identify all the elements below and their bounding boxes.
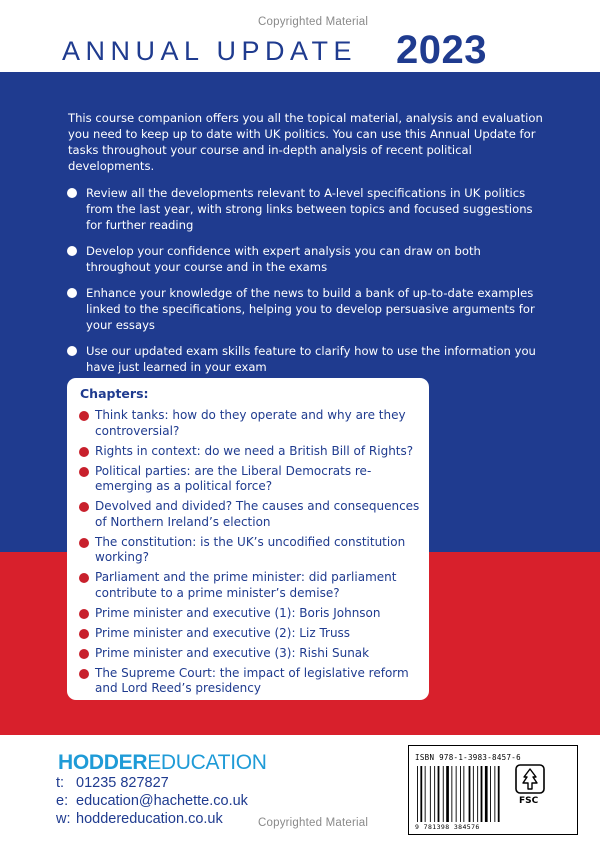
- chapter-text: The constitution: is the UK’s uncodified constitution working?: [95, 534, 406, 564]
- footer: [0, 735, 600, 851]
- bullet-text: Enhance your knowledge of the news to build a bank of up-to-date examples linked to the specifications, helping you to develop persuasive arguments for your essays: [86, 286, 535, 332]
- bullet-dot-icon: [67, 288, 77, 298]
- chapter-dot-icon: [79, 538, 89, 548]
- barcode-bar: [490, 766, 491, 822]
- chapter-text: Think tanks: how do they operate and why are they controversial?: [95, 408, 406, 438]
- barcode-bar: [494, 766, 495, 822]
- barcode-bar: [473, 766, 474, 822]
- contact-website: [56, 811, 223, 827]
- barcode-bar: [469, 766, 471, 822]
- bullet-dot-icon: [67, 246, 77, 256]
- bullet-item: [64, 285, 544, 333]
- chapter-dot-icon: [79, 669, 89, 679]
- contact-label: w:: [56, 811, 71, 827]
- contact-email: [56, 793, 248, 809]
- barcode-bar: [438, 766, 440, 822]
- chapter-dot-icon: [79, 502, 89, 512]
- bullet-item: [64, 243, 544, 275]
- chapter-item: [77, 535, 422, 566]
- barcode-digits: 9 781398 384576: [415, 823, 480, 831]
- isbn-text: ISBN 978-1-3983-8457-6: [415, 753, 521, 762]
- annual-update-title: ANNUAL UPDATE: [62, 36, 358, 66]
- barcode-bar: [420, 766, 422, 822]
- barcode-icon: [417, 766, 507, 822]
- barcode-bar: [446, 766, 449, 822]
- isbn-box: [408, 745, 578, 835]
- chapters-list: [77, 408, 422, 701]
- feature-bullets: [64, 185, 544, 385]
- header: [0, 30, 600, 72]
- chapters-title: Chapters:: [80, 386, 149, 401]
- watermark-bottom: Copyrighted Material: [258, 817, 369, 829]
- contact-phone: [56, 775, 169, 791]
- barcode-bar: [485, 766, 488, 822]
- bullet-text: Develop your confidence with expert analysis you can draw on both throughout your course and in the exams: [86, 244, 481, 274]
- chapter-text: Parliament and the prime minister: did parliament contribute to a prime minister’s demise?: [95, 570, 397, 600]
- contact-value: education@hachette.co.uk: [76, 793, 248, 809]
- barcode-bar: [456, 766, 457, 822]
- chapter-dot-icon: [79, 649, 89, 659]
- bullet-dot-icon: [67, 346, 77, 356]
- chapter-item: [77, 499, 422, 530]
- barcode-bar: [460, 766, 461, 822]
- contact-value: hoddereducation.co.uk: [76, 811, 223, 827]
- barcode-bar: [477, 766, 478, 822]
- barcode-bar: [425, 766, 426, 822]
- barcode-bar: [481, 766, 483, 822]
- contact-label: t:: [56, 775, 65, 791]
- bullet-item: [64, 343, 544, 375]
- chapter-item: [77, 626, 422, 642]
- barcode-bar: [463, 766, 464, 822]
- barcode-bar: [498, 766, 500, 822]
- chapter-dot-icon: [79, 447, 89, 457]
- barcode-bar: [434, 766, 435, 822]
- chapter-item: [77, 606, 422, 622]
- publisher-name-bold: HODDER: [58, 751, 148, 774]
- chapter-item: [77, 408, 422, 439]
- chapter-dot-icon: [79, 629, 89, 639]
- chapter-item: [77, 444, 422, 460]
- barcode-bar: [443, 766, 444, 822]
- chapter-text: Prime minister and executive (1): Boris Johnson: [95, 605, 381, 620]
- chapter-item: [77, 666, 422, 697]
- year-title: 2023: [396, 28, 487, 72]
- chapters-box: [67, 378, 429, 700]
- chapter-text: Prime minister and executive (2): Liz Truss: [95, 625, 351, 640]
- contact-value: 01235 827827: [76, 775, 169, 791]
- barcode-bar: [430, 766, 431, 822]
- fsc-tree-icon: [515, 764, 545, 794]
- chapter-item: [77, 570, 422, 601]
- chapter-dot-icon: [79, 467, 89, 477]
- chapter-text: Devolved and divided? The causes and consequences of Northern Ireland’s election: [95, 499, 420, 529]
- chapter-text: Prime minister and executive (3): Rishi Sunak: [95, 645, 370, 660]
- publisher-logo: [58, 751, 267, 775]
- bullet-dot-icon: [67, 188, 77, 198]
- watermark-top: Copyrighted Material: [258, 16, 369, 28]
- chapter-dot-icon: [79, 609, 89, 619]
- barcode-bar: [417, 766, 418, 822]
- contact-label: e:: [56, 793, 69, 809]
- barcode-bar: [451, 766, 452, 822]
- chapter-text: Political parties: are the Liberal Democrats re-emerging as a political force?: [95, 463, 372, 493]
- fsc-label: FSC: [519, 796, 539, 806]
- chapter-item: [77, 646, 422, 662]
- chapter-item: [77, 464, 422, 495]
- chapter-dot-icon: [79, 573, 89, 583]
- bullet-item: [64, 185, 544, 233]
- bullet-text: Review all the developments relevant to A-level specifications in UK politics from the last year, with strong links between topics and focused suggestions for further reading: [86, 186, 533, 232]
- publisher-name-regular: EDUCATION: [147, 751, 267, 774]
- chapter-text: Rights in context: do we need a British Bill of Rights?: [95, 443, 414, 458]
- intro-paragraph: This course companion offers you all the topical material, analysis and evaluation you need to keep up to date with UK politics. You can use this Annual Update for tasks throughout your course and in-depth analysis of recent political developments.: [68, 111, 543, 173]
- chapter-dot-icon: [79, 411, 89, 421]
- chapter-text: The Supreme Court: the impact of legislative reform and Lord Reed’s presidency: [95, 665, 409, 695]
- bullet-text: Use our updated exam skills feature to clarify how to use the information you have just learned in your exam: [86, 344, 536, 374]
